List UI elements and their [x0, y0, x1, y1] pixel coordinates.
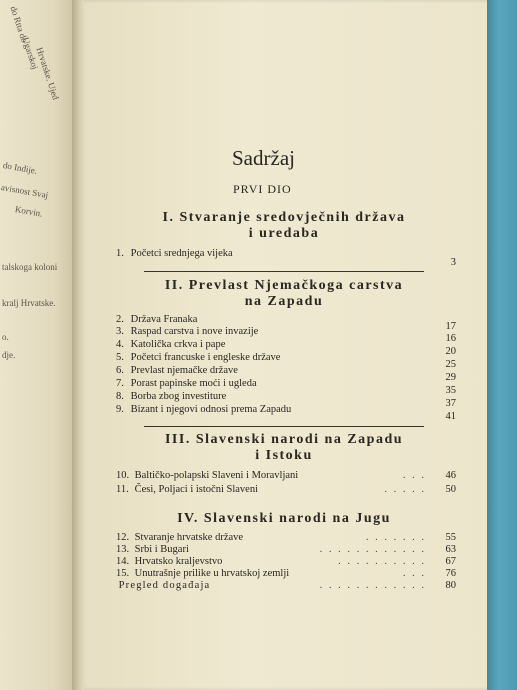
left-page-text: Korvin. [14, 204, 44, 219]
entry-title: Stvaranje hrvatske države [134, 532, 244, 543]
toc-entry [116, 470, 456, 484]
left-page-text: Ugarskoj [20, 36, 41, 71]
entry-title: Unutrašnje prilike u hrvatskoj zemlji [134, 568, 290, 579]
toc-entry [116, 580, 456, 594]
dot-leader: . . . [402, 568, 426, 579]
section-heading [124, 278, 444, 310]
left-page-text: talskoga koloni [2, 262, 58, 272]
left-page-text: avisnost Svaj [0, 182, 50, 201]
entry-page: 16 [445, 333, 456, 344]
section-heading-line: i Istoku [255, 448, 313, 463]
section-heading-line: III. Slavenski narodi na Zapadu [164, 432, 404, 447]
entry-number: 8. [116, 391, 124, 402]
entry-number: 1. [116, 248, 124, 259]
section-heading [124, 432, 444, 464]
entry-title: Prevlast njemačke države [130, 365, 238, 376]
entry-number: 6. [116, 365, 124, 376]
entry-title: Bizant i njegovi odnosi prema Zapadu [130, 404, 292, 415]
entry-number: 7. [116, 378, 124, 389]
left-page-text: kralj Hrvatske. [2, 298, 56, 308]
toc-entry [116, 378, 456, 396]
book-cover-edge [487, 0, 517, 690]
entry-title: Pregled događaja [118, 580, 211, 591]
toc-entry [116, 404, 456, 422]
left-page-text: do Indije. [2, 160, 38, 176]
dot-leader: . . . . . . . . . . [338, 556, 426, 567]
part-label: PRVI DIO [233, 182, 292, 196]
entry-title: Porast papinske moći i ugleda [130, 378, 257, 389]
toc-entry [116, 391, 456, 409]
entry-title: Država Franaka [130, 314, 198, 325]
entry-page: 80 [445, 580, 456, 591]
toc-entry [116, 248, 456, 268]
entry-title: Srbi i Bugari [134, 544, 189, 555]
entry-page: 46 [445, 470, 456, 481]
entry-title: Baltičko-polapski Slaveni i Moravljani [134, 470, 299, 481]
entry-title: Česi, Poljaci i istočni Slaveni [134, 484, 258, 495]
entry-page: 76 [445, 568, 456, 579]
left-page-text: do Rtta do [8, 5, 30, 44]
section-heading-line: na Zapadu [244, 294, 324, 309]
section-divider [144, 426, 424, 427]
entry-page: 29 [445, 372, 456, 383]
entry-page: 25 [445, 359, 456, 370]
dot-leader: . . . . . [384, 484, 426, 495]
dot-leader: . . . . . . . . . . . . [319, 544, 426, 555]
section-heading [124, 511, 444, 527]
entry-number: 13. [116, 544, 130, 555]
entry-title: Početci srednjega vijeka [130, 248, 233, 259]
entry-page: 35 [445, 385, 456, 396]
section-heading-line: IV. Slavenski narodi na Jugu [177, 511, 391, 526]
entry-number: 11. [116, 484, 129, 495]
entry-number: 2. [116, 314, 124, 325]
entry-number: 10. [116, 470, 130, 481]
dot-leader: . . . [402, 470, 426, 481]
contents-page [84, 0, 494, 690]
entry-page: 3 [450, 257, 456, 268]
section-heading [124, 210, 444, 242]
entry-title: Hrvatsko kraljevstvo [134, 556, 223, 567]
section-heading-line: i uredaba [248, 226, 320, 241]
entry-title: Borba zbog investiture [130, 391, 227, 402]
entry-number: 12. [116, 532, 130, 543]
entry-page: 63 [445, 544, 456, 555]
left-page-text: dje. [2, 350, 16, 360]
entry-page: 50 [445, 484, 456, 495]
entry-title: Katolička crkva i pape [130, 339, 226, 350]
toc-entry [116, 365, 456, 383]
entry-page: 17 [445, 321, 456, 332]
entry-number: 9. [116, 404, 124, 415]
left-page-text: o. [2, 332, 9, 342]
entry-title: Početci francuske i engleske države [130, 352, 281, 363]
toc-entry [116, 326, 456, 344]
left-page [0, 0, 78, 690]
section-divider [144, 271, 424, 272]
entry-page: 37 [445, 398, 456, 409]
entry-number: 5. [116, 352, 124, 363]
entry-number: 14. [116, 556, 130, 567]
toc-entry [116, 352, 456, 370]
entry-number: 3. [116, 326, 124, 337]
entry-page: 67 [445, 556, 456, 567]
toc-entry [116, 484, 456, 498]
entry-title: Raspad carstva i nove invazije [130, 326, 259, 337]
entry-page: 41 [445, 411, 456, 422]
entry-number: 4. [116, 339, 124, 350]
section-heading-line: II. Prevlast Njemačkoga carstva [164, 278, 404, 293]
entry-page: 55 [445, 532, 456, 543]
dot-leader: . . . . . . . [365, 532, 426, 543]
section-heading-line: I. Stvaranje sredovječnih država [162, 210, 406, 225]
dot-leader: . . . . . . . . . . . . [319, 580, 426, 591]
toc-entry [116, 339, 456, 357]
left-page-text: Hrvatske. Ujed [34, 46, 61, 101]
entry-page: 20 [445, 346, 456, 357]
page-title: Sadržaj [232, 146, 295, 170]
entry-number: 15. [116, 568, 130, 579]
